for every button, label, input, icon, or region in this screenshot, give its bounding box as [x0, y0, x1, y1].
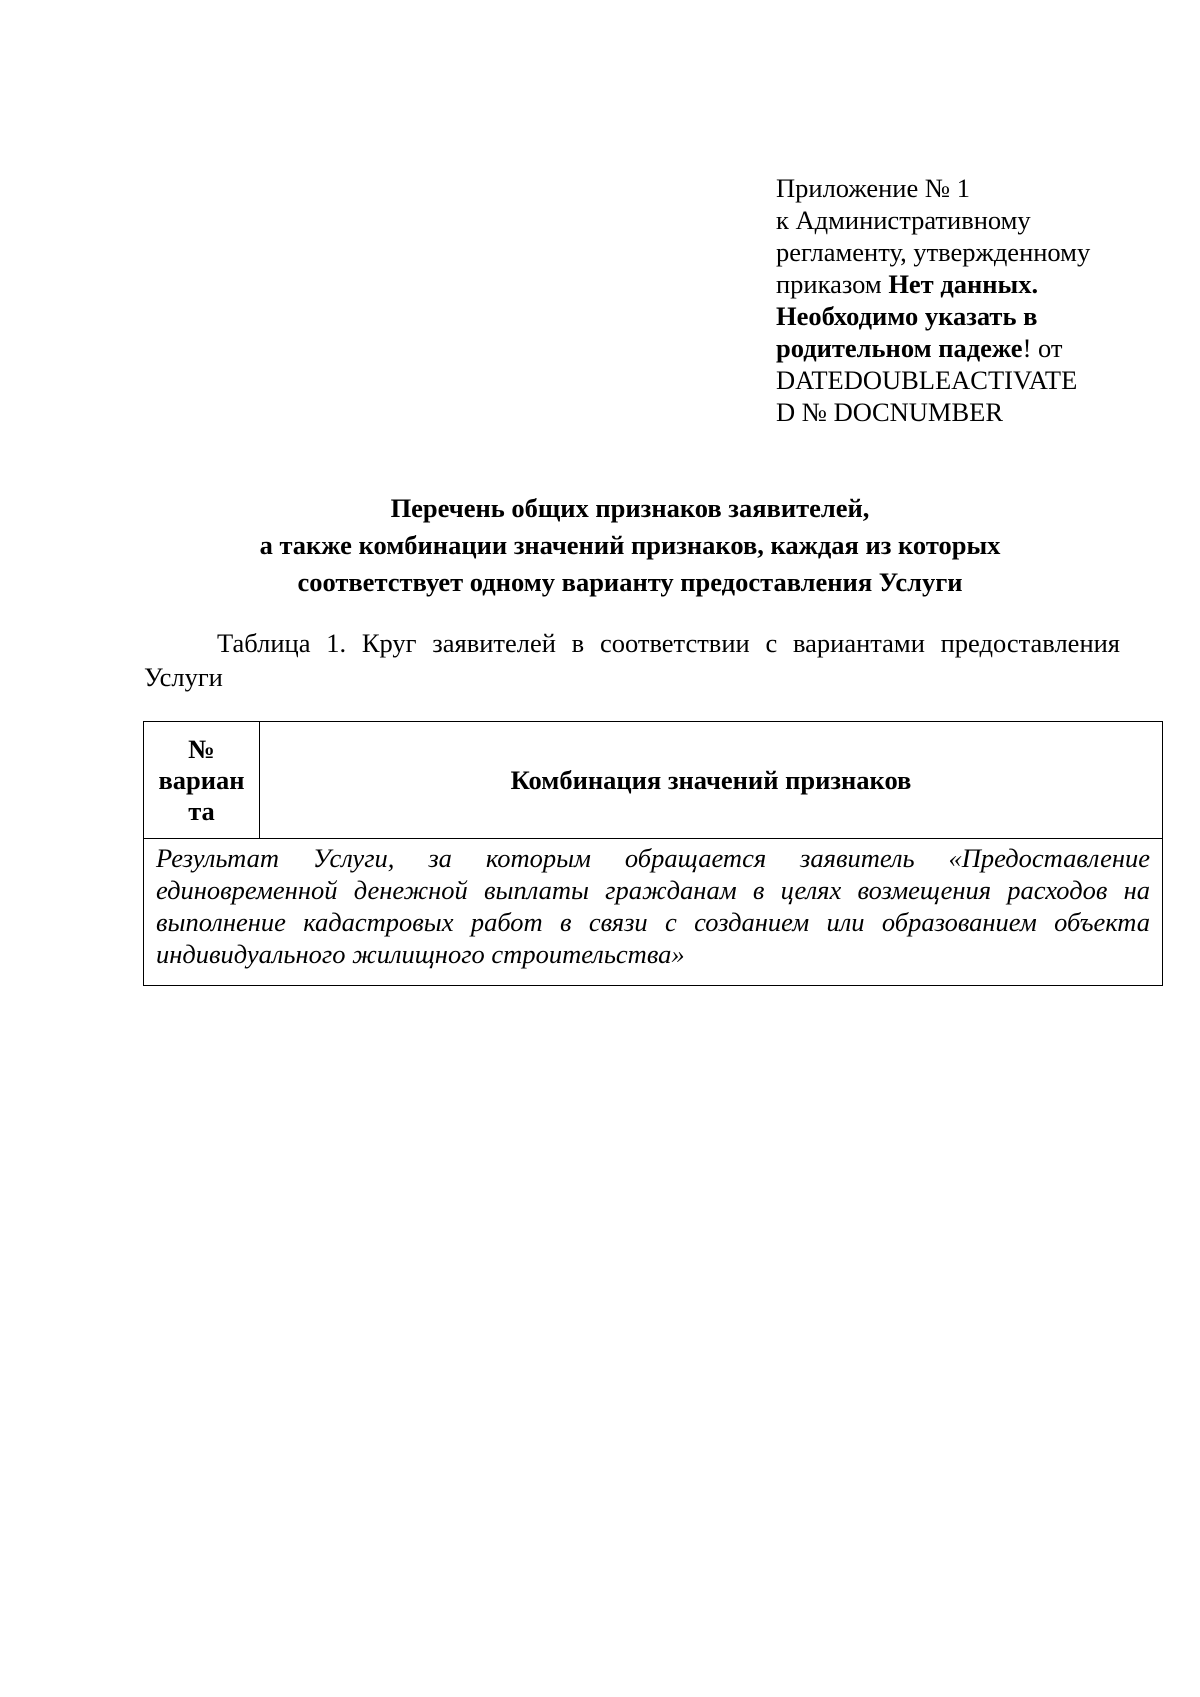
appendix-line: Приложение № 1 [776, 173, 971, 203]
table-caption [144, 626, 1120, 694]
title-line: соответствует одному варианту предоставления Услуги [297, 567, 963, 597]
appendix-line: регламенту, утвержденному [776, 237, 1091, 267]
appendix-order-prefix: приказом [776, 269, 889, 299]
appendix-placeholder-note-case: родительном падеже [776, 333, 1023, 363]
title-line: Перечень общих признаков заявителей, [390, 493, 870, 523]
appendix-date-placeholder: DATEDOUBLEACTIVATE [776, 365, 1078, 395]
document-title [140, 490, 1120, 601]
header-variant-number [144, 722, 260, 839]
appendix-line: к Административному [776, 205, 1031, 235]
header-num-line: та [188, 795, 215, 826]
header-combination: Комбинация значений признаков [260, 722, 1163, 839]
appendix-number-placeholder: D № DOCNUMBER [776, 397, 1003, 427]
header-num-line: № [188, 733, 215, 764]
appendix-line [776, 268, 1121, 300]
result-cell [144, 839, 1163, 986]
variants-table [143, 721, 1163, 986]
header-num-line: вариан [158, 764, 245, 795]
title-line: а также комбинации значений признаков, каждая из которых [259, 530, 1001, 560]
appendix-block [776, 172, 1121, 428]
caption-line: Таблица 1. Круг заявителей в соответствии с вариантами предоставления [217, 628, 1120, 658]
caption-line: Услуги [144, 662, 223, 692]
result-text: Результат Услуги, за которым обращается заявитель «Предоставление единовременной денежной выплаты гражданам в целях возмещения расходов на выполнение кадастровых работ в связи с созданием или образованием объекта индивидуального жилищного строительства» [156, 843, 1150, 969]
appendix-order-placeholder: Нет данных. [888, 269, 1039, 299]
appendix-date-prefix: ! от [1022, 333, 1063, 363]
appendix-line [776, 332, 1121, 364]
table-row [144, 839, 1163, 986]
table-header-row [144, 722, 1163, 839]
appendix-placeholder-note: Необходимо указать в [776, 301, 1038, 331]
appendix-line [776, 300, 1121, 332]
